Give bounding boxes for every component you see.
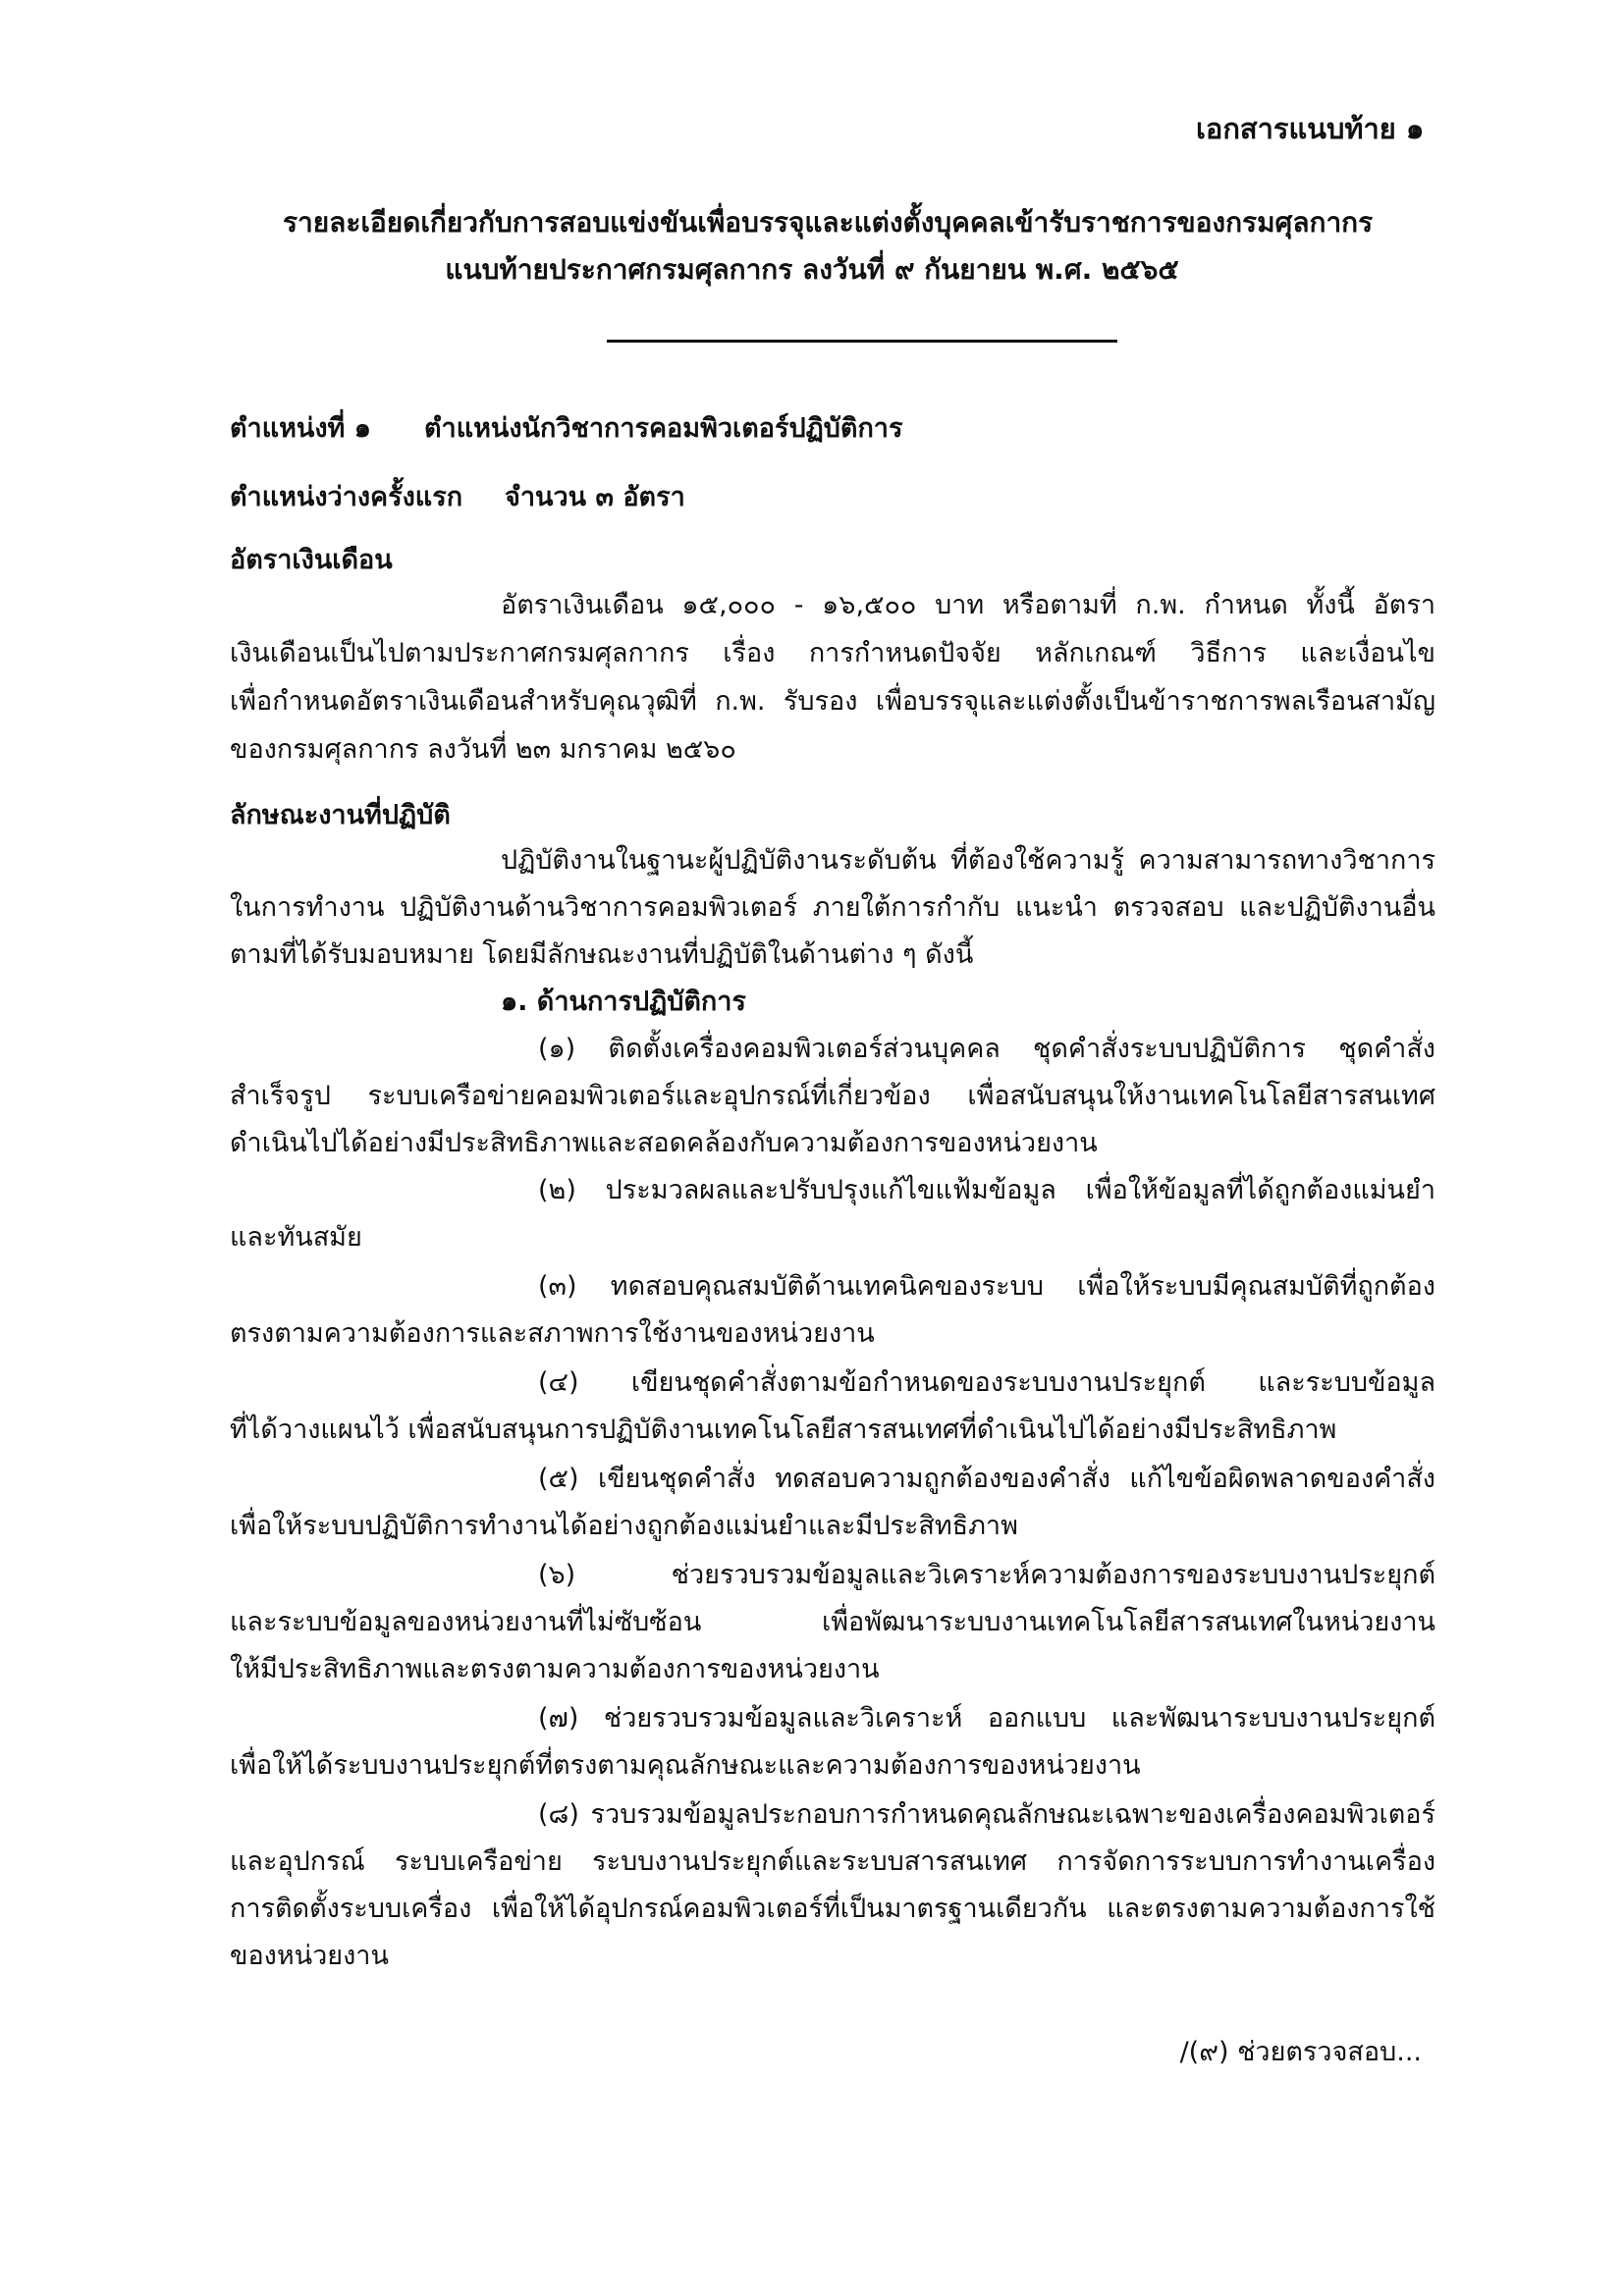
item-line: (๗) ช่วยรวบรวมข้อมูลและวิเคราะห์ ออกแบบ และพัฒนาระบบงานประยุกต์ bbox=[538, 1703, 1435, 1734]
salary-line: ของกรมศุลกากร ลงวันที่ ๒๓ มกราคม ๒๕๖๐ bbox=[230, 734, 736, 765]
item-line: (๔) เขียนชุดคำสั่งตามข้อกำหนดของระบบงานประยุกต์ และระบบข้อมูล bbox=[538, 1367, 1435, 1398]
salary-line: อัตราเงินเดือน ๑๕,๐๐๐ - ๑๖,๕๐๐ บาท หรือตามที่ ก.พ. กำหนด ทั้งนี้ อัตรา bbox=[501, 590, 1435, 620]
item-line: (๒) ประมวลผลและปรับปรุงแก้ไขแฟ้มข้อมูล เพื่อให้ข้อมูลที่ได้ถูกต้องแม่นยำ bbox=[538, 1175, 1435, 1205]
continuation-note: /(๙) ช่วยตรวจสอบ... bbox=[1179, 2037, 1422, 2067]
item-line: (๓) ทดสอบคุณสมบัติด้านเทคนิคของระบบ เพื่อให้ระบบมีคุณสมบัติที่ถูกต้อง bbox=[538, 1271, 1435, 1302]
item-line: และอุปกรณ์ ระบบเครือข่าย ระบบงานประยุกต์และระบบสารสนเทศ การจัดการระบบการทำงานเครื่อง bbox=[230, 1846, 1435, 1877]
item-line: และทันสมัย bbox=[230, 1222, 362, 1253]
duties-heading: ลักษณะงานที่ปฏิบัติ bbox=[230, 800, 451, 830]
title-underline bbox=[607, 340, 1117, 343]
position-label: ตำแหน่งที่ ๑ bbox=[230, 413, 371, 444]
item-line: (๑) ติดตั้งเครื่องคอมพิวเตอร์ส่วนบุคคล ชุดคำสั่งระบบปฏิบัติการ ชุดคำสั่ง bbox=[538, 1034, 1435, 1064]
vacancy-label: ตำแหน่งว่างครั้งแรก bbox=[230, 482, 463, 512]
item-line: เพื่อให้ได้ระบบงานประยุกต์ที่ตรงตามคุณลักษณะและความต้องการของหน่วยงาน bbox=[230, 1750, 1141, 1781]
item-line: เพื่อให้ระบบปฏิบัติการทำงานได้อย่างถูกต้องแม่นยำและมีประสิทธิภาพ bbox=[230, 1511, 1018, 1541]
salary-line: เงินเดือนเป็นไปตามประกาศกรมศุลกากร เรื่อง การกำหนดปัจจัย หลักเกณฑ์ วิธีการ และเงื่อนไข bbox=[230, 638, 1435, 668]
duties-intro-line: ตามที่ได้รับมอบหมาย โดยมีลักษณะงานที่ปฏิบัติในด้านต่าง ๆ ดังนี้ bbox=[230, 939, 974, 970]
salary-heading: อัตราเงินเดือน bbox=[230, 545, 393, 575]
salary-line: เพื่อกำหนดอัตราเงินเดือนสำหรับคุณวุฒิที่ ก.พ. รับรอง เพื่อบรรจุและแต่งตั้งเป็นข้าราชการพลเรือนสามัญ bbox=[230, 686, 1435, 717]
title-line-2: แนบท้ายประกาศกรมศุลกากร ลงวันที่ ๙ กันยายน พ.ศ. ๒๕๖๕ bbox=[445, 253, 1179, 286]
item-line: (๘) รวบรวมข้อมูลประกอบการกำหนดคุณลักษณะเฉพาะของเครื่องคอมพิวเตอร์ bbox=[538, 1799, 1435, 1830]
vacancy-count: จำนวน ๓ อัตรา bbox=[505, 482, 685, 512]
item-line: สำเร็จรูป ระบบเครือข่ายคอมพิวเตอร์และอุปกรณ์ที่เกี่ยวข้อง เพื่อสนับสนุนให้งานเทคโนโลยีสารสนเทศ bbox=[230, 1081, 1435, 1111]
position-name: ตำแหน่งนักวิชาการคอมพิวเตอร์ปฏิบัติการ bbox=[424, 413, 903, 444]
section-1-heading: ๑. ด้านการปฏิบัติการ bbox=[501, 987, 746, 1017]
title-line-1: รายละเอียดเกี่ยวกับการสอบแข่งขันเพื่อบรรจุและแต่งตั้งบุคคลเข้ารับราชการของกรมศุลกากร bbox=[283, 206, 1374, 239]
item-line: ที่ได้วางแผนไว้ เพื่อสนับสนุนการปฏิบัติงานเทคโนโลยีสารสนเทศที่ดำเนินไปได้อย่างมีประสิทธิภาพ bbox=[230, 1415, 1337, 1445]
duties-intro-line: ปฏิบัติงานในฐานะผู้ปฏิบัติงานระดับต้น ที่ต้องใช้ความรู้ ความสามารถทางวิชาการ bbox=[501, 845, 1435, 876]
item-line: ดำเนินไปได้อย่างมีประสิทธิภาพและสอดคล้องกับความต้องการของหน่วยงาน bbox=[230, 1128, 1098, 1158]
duties-intro-line: ในการทำงาน ปฏิบัติงานด้านวิชาการคอมพิวเตอร์ ภายใต้การกำกับ แนะนำ ตรวจสอบ และปฏิบัติงานอื่น bbox=[230, 892, 1435, 923]
item-line: ตรงตามความต้องการและสภาพการใช้งานของหน่วยงาน bbox=[230, 1318, 875, 1349]
item-line: (๖) ช่วยรวบรวมข้อมูลและวิเคราะห์ความต้องการของระบบงานประยุกต์ bbox=[538, 1560, 1435, 1590]
item-line: และระบบข้อมูลของหน่วยงานที่ไม่ซับซ้อน เพื่อพัฒนาระบบงานเทคโนโลยีสารสนเทศในหน่วยงาน bbox=[230, 1607, 1435, 1637]
item-line: ของหน่วยงาน bbox=[230, 1941, 389, 1971]
item-line: การติดตั้งระบบเครื่อง เพื่อให้ได้อุปกรณ์คอมพิวเตอร์ที่เป็นมาตรฐานเดียวกัน และตรงตามความต้องการใช้ bbox=[230, 1894, 1435, 1924]
attachment-label: เอกสารแนบท้าย ๑ bbox=[1196, 112, 1425, 145]
item-line: (๕) เขียนชุดคำสั่ง ทดสอบความถูกต้องของคำสั่ง แก้ไขข้อผิดพลาดของคำสั่ง bbox=[538, 1464, 1435, 1494]
item-line: ให้มีประสิทธิภาพและตรงตามความต้องการของหน่วยงาน bbox=[230, 1654, 880, 1684]
